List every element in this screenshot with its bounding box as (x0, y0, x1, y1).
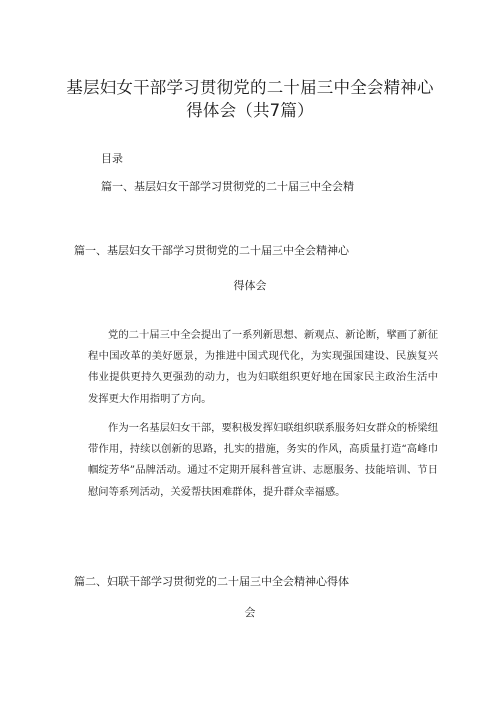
section1-heading: 篇一、基层妇女干部学习贯彻党的二十届三中全会精神心 (74, 244, 349, 257)
section1-heading-cont: 得体会 (233, 279, 267, 292)
toc-item-1[interactable]: 篇一、基层妇女干部学习贯彻党的二十届三中全会精 (101, 180, 354, 193)
section1-paragraph-2: 作为一名基层妇女干部，要积极发挥妇联组织联系服务妇女群众的桥梁纽带作用，持续以创新的思路，扎实的措施，务实的作风，高质量打造“高峰巾帼绽芳华”品牌活动。通过不定期开展科普宣讲、志愿服务、技能培训、节日慰问等系列活动，关爱帮扶困难群体，提升群众幸福感。 (88, 422, 438, 498)
section2-heading-cont: 会 (244, 606, 256, 619)
toc-label: 目录 (101, 152, 123, 165)
document-title: 基层妇女干部学习贯彻党的二十届三中全会精神心得体会（共7篇） (66, 78, 434, 120)
section2-heading: 篇二、妇联干部学习贯彻党的二十届三中全会精神心得体 (74, 575, 349, 588)
section1-paragraph-1: 党的二十届三中全会提出了一系列新思想、新观点、新论断，擘画了新征程中国改革的美好愿景，为推进中国式现代化，为实现强国建设、民族复兴伟业提供更持久更强劲的动力，也为妇联组织更好地在国家民主政治生活中发挥更大作用指明了方向。 (88, 329, 438, 405)
